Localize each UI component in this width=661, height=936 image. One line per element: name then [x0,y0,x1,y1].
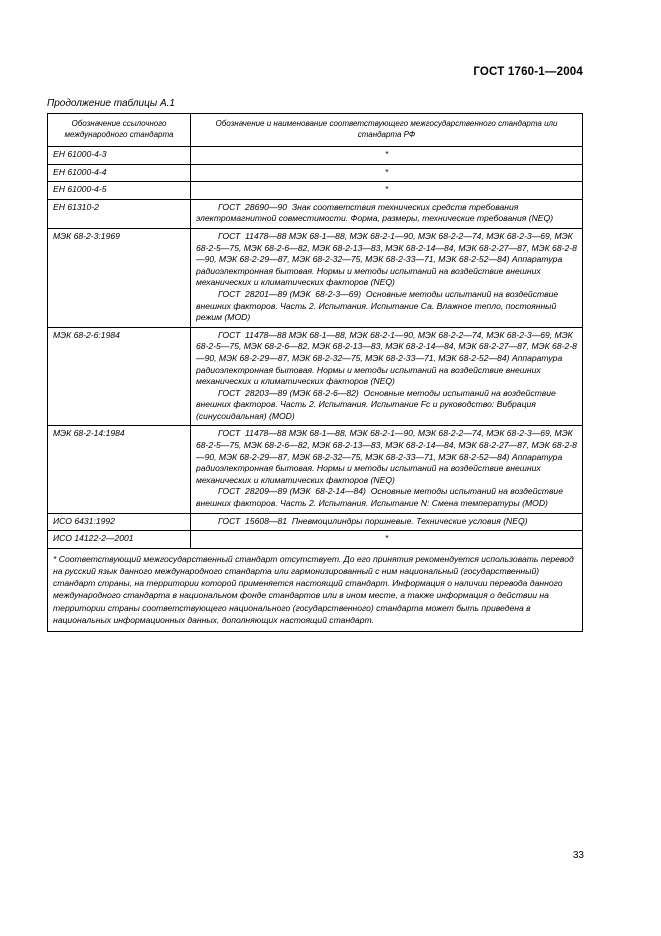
corresponding-standard-cell [191,228,583,327]
corresponding-standard-cell [191,513,583,531]
reference-standard-cell: ИСО 14122-2—2001 [48,531,191,549]
reference-standard-cell: МЭК 68-2-14:1984 [48,426,191,513]
standard-code: ГОСТ 1760-1—2004 [473,66,583,78]
reference-table [47,113,583,632]
standard-description: * [384,149,389,159]
page-number: 33 [572,850,584,861]
reference-standard-cell: МЭК 68-2-6:1984 [48,327,191,426]
standard-description: ГОСТ 28201—89 (МЭК 68-2-3—69) Основные методы испытаний на воздействие внешних факторов. Часть 2. Испытания. Испытание Са. Влажное тепло, постоянный режим (MOD) [196,288,561,323]
table-row [48,199,583,228]
reference-standard-cell: ЕН 61310-2 [48,199,191,228]
corresponding-standard-cell [191,182,583,200]
table-row [48,513,583,531]
table-continuation-caption: Продолжение таблицы А.1 [47,98,175,109]
corresponding-standard-cell [191,147,583,165]
table-body [48,147,583,549]
reference-standard-cell: ИСО 6431:1992 [48,513,191,531]
table-row [48,327,583,426]
standard-description: ГОСТ 28209—89 (МЭК 68-2-14—84) Основные методы испытаний на воздействие внешних факторов. Часть 2. Испытания. Испытание N: Смена температуры (MOD) [196,486,566,509]
standard-description: ГОСТ 28203—89 (МЭК 68-2-6—82) Основные методы испытаний на воздействие внешних факторов. Часть 2. Испытания. Испытание Fc и руководство: Вибрация (синусоидальная) (MOD) [196,387,559,421]
col1-header: Обозначение ссылочного международного стандарта [48,114,191,147]
reference-standard-cell: ЕН 61000-4-4 [48,164,191,182]
table-row [48,531,583,549]
footnote: * Соответствующий межгосударственный стандарт отсутствует. До его принятия рекомендуется использовать перевод на русский язык данного международного стандарта или гармонизированный с ним национальный (государственный) стандарт страны, на территории которой применяется настоящий стандарт. Информация о наличии перевода данного международного стандарта в национальном фонде стандартов или в ином месте, а также информация о действии на территории страны соответствующего национального (государственного) стандарта может быть приведена в национальных информационных данных, дополняющих настоящий стандарт. [48,548,583,631]
corresponding-standard-cell [191,531,583,549]
reference-standard-cell: ЕН 61000-4-5 [48,182,191,200]
table-row [48,164,583,182]
standard-description: ГОСТ 11478—88 МЭК 68-1—88, МЭК 68-2-1—90, МЭК 68-2-2—74, МЭК 68-2-3—69, МЭК 68-2-5—75, МЭК 68-2-6—82, МЭК 68-2-13—83, МЭК 68-2-14—84, МЭК 68-2-27—87, МЭК 68-2-8—90, МЭК 68-2-29—87, МЭК 68-2-32—75, МЭК 68-2-33—71, МЭК 68-2-52—84) Аппаратура радиоэлектронная бытовая. Нормы и методы испытаний на воздействие внешних механических и климатических факторов (NEQ) [196,230,577,288]
corresponding-standard-cell [191,327,583,426]
table-row [48,426,583,513]
reference-standard-cell: ЕН 61000-4-3 [48,147,191,165]
footnote-row [48,548,583,631]
corresponding-standard-cell [191,164,583,182]
table-row [48,182,583,200]
standard-description: ГОСТ 11478—88 МЭК 68-1—88, МЭК 68-2-1—90, МЭК 68-2-2—74, МЭК 68-2-3—69, МЭК 68-2-5—75, МЭК 68-2-6—82, МЭК 68-2-13—83, МЭК 68-2-14—84, МЭК 68-2-27—87, МЭК 68-2-8—90, МЭК 68-2-29—87, МЭК 68-2-32—75, МЭК 68-2-33—71, МЭК 68-2-52—84) Аппаратура радиоэлектронная бытовая. Нормы и методы испытаний на воздействие внешних механических и климатических факторов (NEQ) [196,329,577,387]
standard-description: * [384,184,389,195]
table-header-row [48,114,583,147]
corresponding-standard-cell [191,199,583,228]
table-row [48,228,583,327]
reference-standard-cell: МЭК 68-2-3:1969 [48,228,191,327]
standard-description: ГОСТ 15608—81 Пневмоцилиндры поршневые. Технические условия (NEQ) [218,515,528,526]
standard-description: * [384,166,389,177]
col2-header: Обозначение и наименование соответствующего межгосударственного стандарта или стандарта РФ [191,114,583,147]
corresponding-standard-cell [191,426,583,513]
standard-description: * [384,533,389,544]
table-row [48,147,583,165]
standard-description: ГОСТ 11478—88 МЭК 68-1—88, МЭК 68-2-1—90, МЭК 68-2-2—74, МЭК 68-2-3—69, МЭК 68-2-5—75, МЭК 68-2-6—82, МЭК 68-2-13—83, МЭК 68-2-14—84, МЭК 68-2-27—87, МЭК 68-2-8—90, МЭК 68-2-29—87, МЭК 68-2-32—75, МЭК 68-2-33—71, МЭК 68-2-52—84) Аппаратура радиоэлектронная бытовая. Нормы и методы испытаний на воздействие внешних механических и климатических факторов (NEQ) [196,428,577,485]
standard-description: ГОСТ 28690—90 Знак соответствия технических средств требования электромагнитной совместимости. Форма, размеры, технические требования (NEQ) [196,201,554,224]
